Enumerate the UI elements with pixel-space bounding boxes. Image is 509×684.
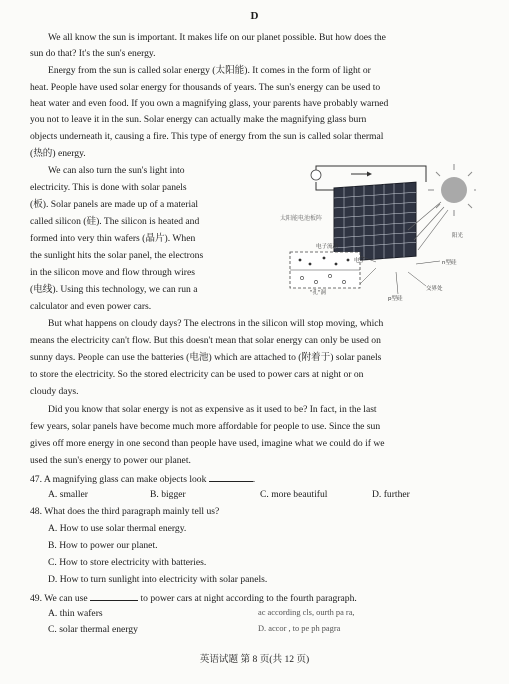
option-d[interactable]: D. further: [372, 489, 410, 500]
para3-line: the sunlight hits the solar panel, the electrons: [30, 250, 204, 261]
option-c[interactable]: C. How to store electricity with batteries.: [48, 557, 207, 568]
option-b[interactable]: B. bigger: [150, 489, 186, 500]
electron-flow-label: 电子流动: [316, 244, 339, 250]
hole-label: "孔"洞: [310, 290, 327, 296]
para4-line: sunny days. People can use the batteries (电池) which are attached to (附着于) solar panels: [30, 352, 382, 363]
para3-line: (板). Solar panels are made up of a material: [30, 199, 199, 210]
solar-panel-figure: [276, 160, 476, 308]
para5-line: Did you know that solar energy is not as expensive as it used to be? In fact, in the last: [48, 404, 377, 415]
para2-line: (热的) energy.: [30, 148, 86, 159]
sun-icon: [428, 164, 476, 216]
p-layer-label: p型硅: [388, 296, 403, 302]
answer-blank[interactable]: [90, 591, 138, 601]
para3-line: electricity. This is done with solar panels: [30, 182, 187, 193]
option-d[interactable]: D. How to turn sunlight into electricity with solar panels.: [48, 574, 268, 585]
para1-line: We all know the sun is important. It makes life on our planet possible. But how does the: [48, 32, 386, 43]
answer-blank[interactable]: [209, 472, 253, 482]
electron-label: 电子: [354, 258, 366, 264]
para2-line: heat. People have used solar energy for thousands of years. The sun's energy can be used to: [30, 82, 381, 93]
n-layer-label: n型硅: [442, 260, 457, 266]
option-c[interactable]: C. more beautiful: [260, 489, 328, 500]
page-footer: 英语试题 第 8 页(共 12 页): [199, 654, 310, 665]
question-stem-text: to power cars at night according to the fourth paragraph.: [140, 593, 357, 604]
para3-line: We can also turn the sun's light into: [48, 165, 185, 176]
para4-line: means the electricity can't flow. But this doesn't mean that solar energy can only be used on: [30, 335, 381, 346]
question-stem-text: 49. We can use: [30, 593, 88, 604]
option-d-partial[interactable]: D. accor , to pe ph pagra: [258, 624, 341, 633]
question-49-stem: [30, 591, 357, 605]
para3-line: called silicon (硅). The silicon is heated and: [30, 216, 200, 227]
para1-line: sun do that? It's the sun's energy.: [30, 48, 156, 59]
solar-panel: [334, 182, 416, 262]
sunlight-label: 阳光: [452, 233, 464, 239]
para5-line: gives off more energy in one second than people have used, imagine what we could do if we: [30, 438, 385, 449]
option-b-partial[interactable]: ac according cls, ourth pa ra,: [258, 608, 355, 617]
option-a[interactable]: A. thin wafers: [48, 608, 103, 619]
question-stem-text: .: [252, 474, 256, 485]
question-48-stem: 48. What does the third paragraph mainly tell us?: [30, 506, 220, 517]
para2-line: you not to leave it in the sun. Solar energy can actually make the magnifying glass burn: [30, 114, 367, 125]
para2-line: Energy from the sun is called solar energy (太阳能). It comes in the form of light or: [48, 65, 371, 76]
junction-label: 交界处: [426, 286, 443, 292]
bulb-icon: [311, 170, 321, 180]
para3-line: formed into very thin wafers (晶片). When: [30, 233, 196, 244]
para5-line: used the sun's energy to power our planet.: [30, 455, 191, 466]
para3-line: in the silicon move and flow through wires: [30, 267, 195, 278]
para4-line: cloudy days.: [30, 386, 79, 397]
option-c[interactable]: C. solar thermal energy: [48, 624, 138, 635]
para2-line: heat water and even food. If you own a magnifying glass, your parents have probably warned: [30, 98, 389, 109]
para2-line: objects underneath it, causing a fire. This type of energy from the sun is called solar thermal: [30, 131, 384, 142]
panel-label: 太阳能电池板阵: [280, 215, 323, 222]
para3-line: (电线). Using this technology, we can run a: [30, 284, 198, 295]
para4-line: But what happens on cloudy days? The electrons in the silicon will stop moving, which: [48, 318, 384, 329]
question-stem-text: 47. A magnifying glass can make objects look: [30, 474, 207, 485]
option-b[interactable]: B. How to power our planet.: [48, 540, 158, 551]
question-47-stem: [30, 472, 255, 486]
wire: [316, 182, 336, 190]
para3-line: calculator and even power cars.: [30, 301, 152, 312]
option-a[interactable]: A. How to use solar thermal energy.: [48, 523, 187, 534]
option-a[interactable]: A. smaller: [48, 489, 88, 500]
para4-line: to store the electricity. So the stored electricity can be used to power cars at night or on: [30, 369, 364, 380]
section-heading: D: [250, 10, 259, 22]
para5-line: few years, solar panels have become much more affordable for people to use. Since the sun: [30, 421, 381, 432]
